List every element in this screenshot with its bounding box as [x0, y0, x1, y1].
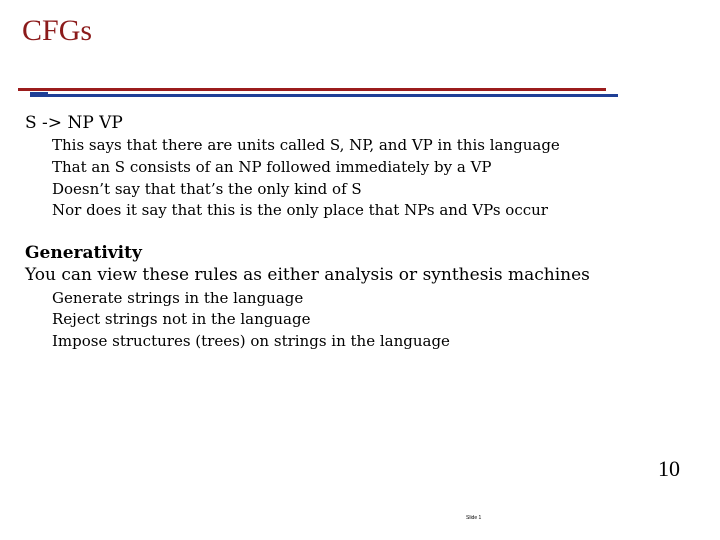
section2-point: Reject strings not in the language	[52, 310, 311, 328]
title-underline-blue	[30, 94, 618, 97]
section1-point: This says that there are units called S, NP, and VP in this language	[52, 136, 560, 154]
section2-heading: Generativity	[25, 243, 142, 263]
slide-title: CFGs	[22, 14, 93, 47]
section1-point: Nor does it say that this is the only place that NPs and VPs occur	[52, 201, 548, 219]
section1-heading: S -> NP VP	[25, 113, 123, 133]
section2-subheading: You can view these rules as either analysis or synthesis machines	[25, 265, 590, 285]
section2-point: Impose structures (trees) on strings in the language	[52, 332, 450, 350]
title-underline-red	[18, 88, 606, 91]
slide-footer: Slide 1	[466, 515, 482, 521]
section1-point: Doesn’t say that that’s the only kind of S	[52, 180, 362, 198]
page-number: 10	[658, 456, 680, 481]
section2-point: Generate strings in the language	[52, 289, 304, 307]
section1-point: That an S consists of an NP followed immediately by a VP	[52, 158, 492, 176]
